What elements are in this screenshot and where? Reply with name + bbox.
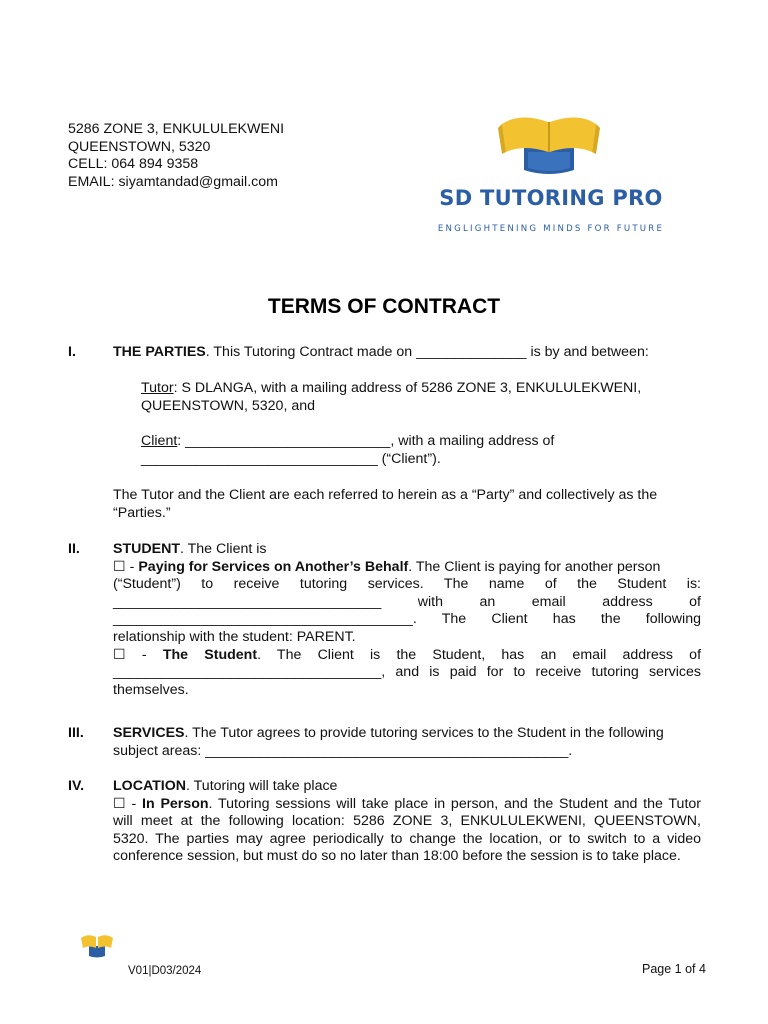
section-heading: THE PARTIES — [113, 344, 206, 360]
client-label: Client — [141, 433, 178, 449]
section-number: IV. — [68, 778, 85, 794]
email-line: EMAIL: siyamtandad@gmail.com — [68, 173, 278, 190]
student-email-blank-field[interactable]: __________________________________, and is paid for to receive tutoring services — [113, 664, 701, 681]
address-line: 5286 ZONE 3, ENKULULEKWENI — [68, 121, 285, 137]
section-heading: STUDENT — [113, 541, 180, 557]
subject-areas-blank-field[interactable]: subject areas: ______________________________________________. — [113, 742, 573, 759]
section-number: I. — [68, 344, 76, 360]
graduation-cap-book-logo-icon — [498, 108, 600, 180]
checkbox-paying-on-behalf[interactable]: ☐ — [113, 558, 126, 575]
section-number: III. — [68, 725, 84, 741]
client-details — [141, 433, 729, 468]
section-services: SERVICES. The Tutor agrees to provide tutoring services to the Student in the following subject areas: ______________________________________________. — [113, 725, 701, 760]
tutor-label: Tutor — [141, 380, 174, 396]
section-student: STUDENT. The Client is ☐ - Paying for Services on Another’s Behalf. The Client is paying for another person (“Student”) to receive tutoring services. The name of the Student is: __________________________________ with an email address of ______________________________________. The Client has the following relationship with the student: PARENT. ☐ - The Student. The Client is the Student, has an email address of __________________________________, and is paid for to receive tutoring services themselves. — [113, 541, 702, 698]
parties-definition: The Tutor and the Client are each referred to herein as a “Party” and collectively as the “Parties.” — [113, 487, 658, 521]
checkbox-in-person[interactable]: ☐ — [113, 795, 126, 812]
brand-tagline: ENGLIGHTENING MINDS FOR FUTURE — [437, 224, 665, 234]
version-code: V01|D03/2024 — [128, 965, 202, 977]
student-name-email-blank-field[interactable]: __________________________________ with an email address of — [113, 593, 701, 610]
section-heading: SERVICES — [113, 725, 185, 741]
brand-name: SD TUTORING PRO — [439, 186, 663, 210]
section-location: LOCATION. Tutoring will take place ☐ - In Person. Tutoring sessions will take place in person, and the Student and the Tutor will meet at the following location: 5286 ZONE 3, ENKULULEKWENI, QUEENSTOWN, 5320. The parties may agree periodically to change the location, or to switch to a video conference session, but must do so no later than 18:00 before the session is to take place. — [113, 778, 701, 865]
footer-logo-icon — [80, 932, 114, 960]
address-line: QUEENSTOWN, 5320 — [68, 138, 211, 155]
tutor-details: Tutor: S DLANGA, with a mailing address of 5286 ZONE 3, ENKULULEKWENI, QUEENSTOWN, 5320, and — [141, 380, 642, 414]
section-parties-intro: THE PARTIES. This Tutoring Contract made on ______________ is by and between: — [113, 344, 649, 360]
section-heading: LOCATION — [113, 778, 187, 794]
sender-address — [68, 121, 284, 191]
document-title: TERMS OF CONTRACT — [267, 295, 501, 318]
client-address-blank-field[interactable]: ______________________________ (“Client”). — [141, 450, 441, 467]
section-number: II. — [68, 541, 80, 557]
date-blank-field[interactable]: ______________ — [416, 344, 527, 360]
page-number: Page 1 of 4 — [642, 962, 706, 976]
client-name-blank-field[interactable]: : __________________________, with a mailing address of — [177, 433, 555, 449]
checkbox-the-student[interactable]: ☐ — [113, 646, 126, 663]
phone-line: CELL: 064 894 9358 — [68, 156, 199, 173]
